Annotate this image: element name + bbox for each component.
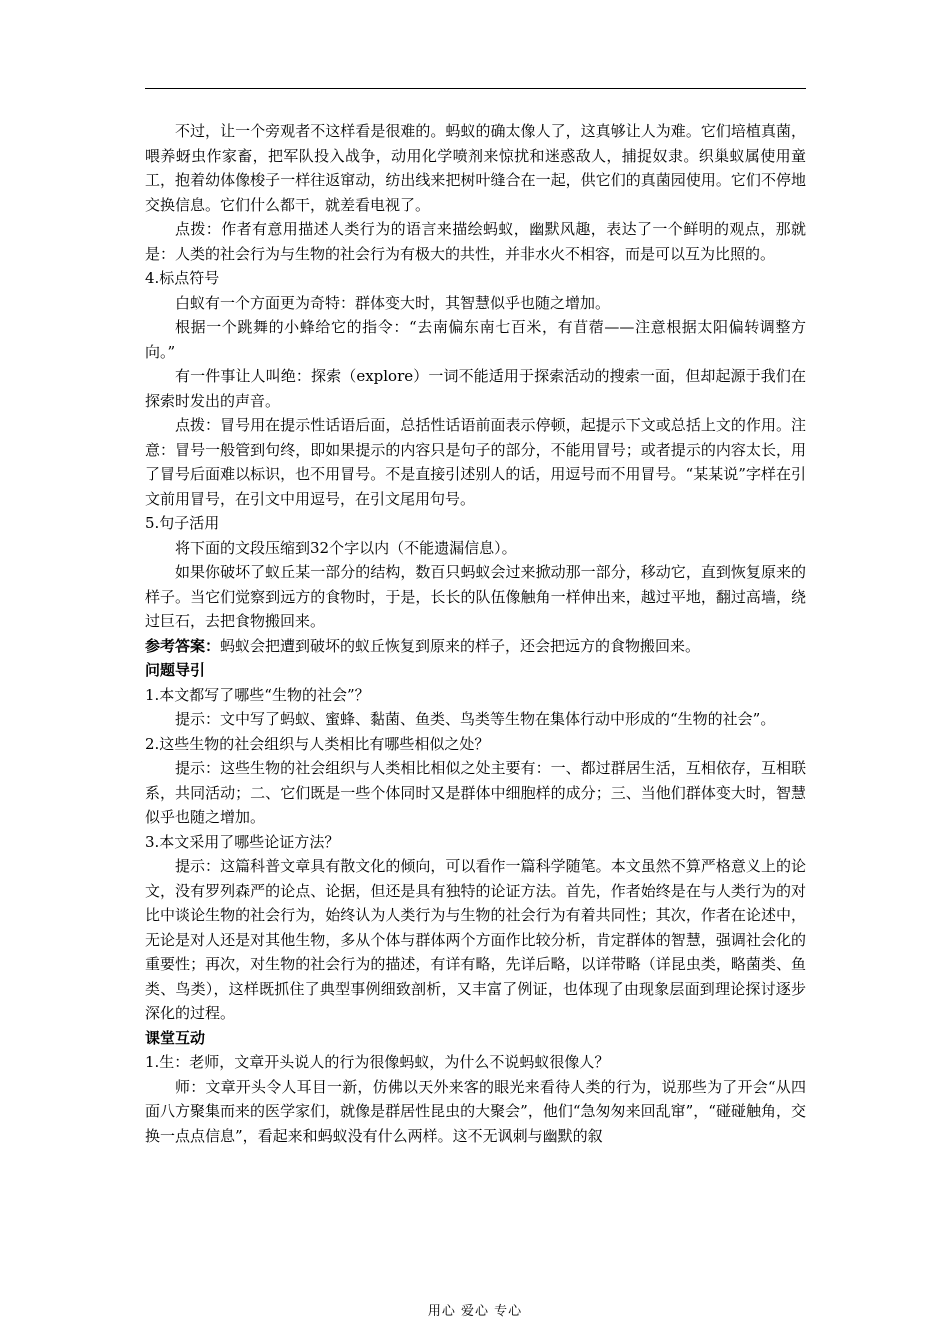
body-paragraph: 提示：这些生物的社会组织与人类相比相似之处主要有：一、都过群居生活，互相依存，互相联系，共同活动；二、它们既是一些个体同时又是群体中细胞样的成分；三、当他们群体变大时，智慧似乎也随之增加。 [145,759,806,826]
answer-label: 参考答案： [145,636,221,655]
answer-paragraph [145,634,806,659]
body-paragraph: 点拨：冒号用在提示性话语后面，总括性话语前面表示停顿，起提示下文或总括上文的作用。注意：冒号一般管到句终，即如果提示的内容只是句子的部分，不能用冒号；或者提示的内容太长，用了冒号后面难以标识，也不用冒号。不是直接引述别人的话，用逗号而不用冒号。“某某说”字样在引文前用冒号，在引文中用逗号，在引文尾用句号。 [145,416,806,508]
numbered-item: 5.句子活用 [145,514,220,532]
body-paragraph: 将下面的文段压缩到32个字以内（不能遗漏信息）。 [175,538,517,557]
body-paragraph: 不过，让一个旁观者不这样看是很难的。蚂蚁的确太像人了，这真够让人为难。它们培植真菌，喂养蚜虫作家畜，把军队投入战争，动用化学喷剂来惊扰和迷惑敌人，捕捉奴隶。织巢蚁属使用童工，抱着幼体像梭子一样往返窜动，纺出线来把树叶缝合在一起，供它们的真菌园使用。它们不停地交换信息。它们什么都干，就差看电视了。 [145,122,806,214]
numbered-item: 1.生：老师，文章开头说人的行为很像蚂蚁，为什么不说蚂蚁很像人？ [145,1053,610,1071]
numbered-item: 2.这些生物的社会组织与人类相比有哪些相似之处？ [145,734,490,753]
document-body [145,119,806,1148]
body-paragraph: 点拨：作者有意用描述人类行为的语言来描绘蚂蚁，幽默风趣，表达了一个鲜明的观点，那就是：人类的社会行为与生物的社会行为有极大的共性，并非水火不相容，而是可以互为比照的。 [145,220,806,263]
body-paragraph: 有一件事让人叫绝：探索（explore）一词不能适用于探索活动的搜索一面，但却起源于我们在探索时发出的声音。 [145,367,806,410]
section-heading: 课堂互动 [145,1028,206,1047]
body-paragraph: 根据一个跳舞的小蜂给它的指令：“去南偏东南七百米，有苜蓿——注意根据太阳偏转调整方向。” [145,318,806,361]
body-paragraph: 师：文章开头令人耳目一新，仿佛以天外来客的眼光来看待人类的行为，说那些为了开会“从四面八方聚集而来的医学家们，就像是群居性昆虫的大聚会”，他们“急匆匆来回乱窜”，“碰碰触角，交换一点点信息”，看起来和蚂蚁没有什么两样。这不无讽刺与幽默的叙 [145,1077,806,1145]
body-paragraph: 白蚁有一个方面更为奇特：群体变大时，其智慧似乎也随之增加。 [175,293,611,312]
numbered-item: 3.本文采用了哪些论证方法？ [145,832,340,851]
numbered-item: 1.本文都写了哪些“生物的社会”？ [145,685,370,704]
body-paragraph: 提示：文中写了蚂蚁、蜜蜂、黏菌、鱼类、鸟类等生物在集体行动中形成的“生物的社会”。 [175,710,776,728]
answer-text: 蚂蚁会把遭到破坏的蚁丘恢复到原来的样子，还会把远方的食物搬回来。 [220,636,701,655]
body-paragraph: 提示：这篇科普文章具有散文化的倾向，可以看作一篇科学随笔。本文虽然不算严格意义上的论文，没有罗列森严的论点、论据，但还是具有独特的论证方法。首先，作者始终是在与人类行为的对比中谈论生物的社会行为，始终认为人类行为与生物的社会行为有着共同性；其次，作者在论述中，无论是对人还是对其他生物，多从个体与群体两个方面作比较分析，肯定群体的智慧，强调社会化的重要性；再次，对生物的社会行为的描述，有详有略，先详后略，以详带略（详昆虫类，略菌类、鱼类、鸟类），这样既抓住了典型事例细致剖析，又丰富了例证，也体现了由现象层面到理论探讨逐步深化的过程。 [145,857,806,1022]
section-heading: 问题导引 [145,661,206,679]
body-paragraph: 如果你破坏了蚁丘某一部分的结构，数百只蚂蚁会过来掀动那一部分，移动它，直到恢复原来的样子。当它们觉察到远方的食物时，于是，长长的队伍像触角一样伸出来，越过平地，翻过高墙，绕过巨石，去把食物搬回来。 [145,563,806,630]
header-rule [145,88,806,89]
numbered-item: 4.标点符号 [145,269,220,287]
page-footer: 用心 爱心 专心 [427,1304,523,1319]
